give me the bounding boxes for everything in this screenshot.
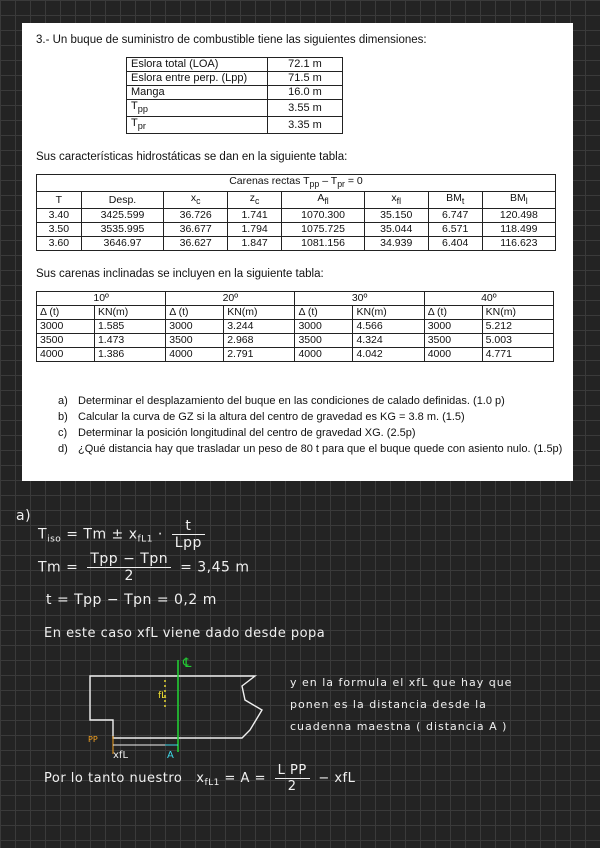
hydro-cell: 6.404 [428,237,482,251]
disp-header: Δ (t) [166,306,224,320]
hydro-header: $z_c$ [228,192,282,209]
question-letter: b) [58,411,68,423]
hydro-header: $x_c$ [164,192,228,209]
dimension-value: 3.35 m [268,117,343,134]
incl-row [37,348,554,362]
hydro-cell: 6.571 [428,223,482,237]
dimension-label: Manga [127,86,268,100]
hydro-header: $BM_t$ [428,192,482,209]
dimension-label: $T_{pp}$ [127,100,268,117]
note-xfl-popa: En este caso xfL viene dado desde popa [44,626,326,641]
hydro-cell: 120.498 [482,209,555,223]
hydro-cell: 1.794 [228,223,282,237]
incl-cell: 3500 [424,334,482,348]
hydro-cell: 3.60 [37,237,82,251]
question-item [58,393,562,409]
disp-header: Δ (t) [424,306,482,320]
question-text: ¿Qué distancia hay que trasladar un peso de 80 t para que el buque quede con asiento nulo. (1.5p) [78,443,563,455]
disp-header: Δ (t) [295,306,353,320]
hull-outline [90,676,262,738]
hydro-cell: 116.623 [482,237,555,251]
question-letter: a) [58,395,68,407]
hydro-cell: 3646.97 [81,237,164,251]
hydro-row [37,209,556,223]
question-item [58,409,562,425]
hydro-cell: 35.150 [364,209,428,223]
dimension-value: 16.0 m [268,86,343,100]
question-letter: c) [58,427,68,439]
hydro-cell: 1075.725 [282,223,365,237]
questions-list [58,393,562,457]
dimension-row [127,117,343,134]
disp-header: Δ (t) [37,306,95,320]
hydro-cell: 6.747 [428,209,482,223]
hydro-cell: 36.677 [164,223,228,237]
incl-cell: 4000 [295,348,353,362]
side-note-line-3: cuadenna maestna ( distancia A ) [290,720,508,733]
kn-header: KN(m) [94,306,165,320]
incl-cell: 4000 [37,348,95,362]
hydro-cell: 3.50 [37,223,82,237]
pp-label: PP [88,735,98,744]
dimension-value: 3.55 m [268,100,343,117]
hydro-cell: 3535.995 [81,223,164,237]
hydro-header: $x_{fl}$ [364,192,428,209]
kn-header: KN(m) [353,306,424,320]
kn-header: KN(m) [482,306,553,320]
incl-cell: 3000 [424,320,482,334]
incl-cell: 3000 [37,320,95,334]
centerline-symbol: ℄ [183,656,192,671]
problem-title: 3.- Un buque de suministro de combustible tiene las siguientes dimensiones: [36,34,427,46]
dimension-row [127,72,343,86]
incl-row [37,320,554,334]
dimension-value: 71.5 m [268,72,343,86]
incl-cell: 3000 [166,320,224,334]
incl-cell: 4.771 [482,348,553,362]
question-item [58,425,562,441]
angle-header: 10º [37,292,166,306]
dimension-value: 72.1 m [268,58,343,72]
incl-intro: Sus carenas inclinadas se incluyen en la siguiente tabla: [36,268,324,280]
incl-cell: 2.968 [224,334,295,348]
hydro-caption: Carenas rectas $T_{pp} - T_{pr} = 0$ [37,175,556,192]
question-text: Determinar el desplazamiento del buque en las condiciones de calado definidas. (1.0 p) [78,395,505,407]
hydro-cell: 35.044 [364,223,428,237]
hydro-cell: 36.726 [164,209,228,223]
hydro-cell: 36.627 [164,237,228,251]
final-equation: Por lo tanto nuestro $x_{fL1} = A$ = $\frac{\text{L PP}}{2}$ − xfL [44,763,356,794]
dimension-label: $T_{pr}$ [127,117,268,134]
hydro-row [37,237,556,251]
incl-cell: 1.386 [94,348,165,362]
dimension-label: Eslora entre perp. (Lpp) [127,72,268,86]
hull-diagram [80,650,280,762]
incl-cell: 4.042 [353,348,424,362]
angle-header: 30º [295,292,424,306]
angle-header: 20º [166,292,295,306]
incl-cell: 5.003 [482,334,553,348]
hydro-row [37,223,556,237]
incl-cell: 4000 [424,348,482,362]
incl-cell: 5.212 [482,320,553,334]
incl-cell: 1.585 [94,320,165,334]
hydro-header: Desp. [81,192,164,209]
equation-tiso: $T_{iso} = Tm \pm x_{fL1}$ · $\frac{t}{\text{Lpp}}$ [38,518,209,551]
problem-sheet [22,23,573,481]
hydro-header: $BM_l$ [482,192,555,209]
angle-header: 40º [424,292,553,306]
hydro-cell: 3425.599 [81,209,164,223]
hydro-header: T [37,192,82,209]
incl-row [37,334,554,348]
hydro-cell: 34.939 [364,237,428,251]
incl-cell: 3500 [295,334,353,348]
incl-cell: 2.791 [224,348,295,362]
incl-cell: 3000 [295,320,353,334]
fl-label: fL [158,691,167,701]
dimension-row [127,58,343,72]
question-letter: d) [58,443,68,455]
incl-cell: 1.473 [94,334,165,348]
incl-cell: 3500 [166,334,224,348]
incl-cell: 3500 [37,334,95,348]
hydro-intro: Sus características hidrostáticas se dan en la siguiente tabla: [36,151,348,163]
question-item [58,441,562,457]
incl-cell: 4000 [166,348,224,362]
question-text: Determinar la posición longitudinal del centro de gravedad XG. (2.5p) [78,427,416,439]
hydro-cell: 1.741 [228,209,282,223]
hydrostatics-table [36,174,556,251]
kn-header: KN(m) [224,306,295,320]
hydro-cell: 1.847 [228,237,282,251]
question-text: Calcular la curva de GZ si la altura del centro de gravedad es KG = 3.8 m. (1.5) [78,411,465,423]
dimension-row [127,100,343,117]
a-label: A [167,750,174,761]
equation-trim: t = Tpp − Tpn = 0,2 m [46,592,217,608]
equation-tm: Tm = $\frac{\text{Tpp − Tpn}}{2}$ = 3,45 m [38,551,250,584]
incl-cell: 3.244 [224,320,295,334]
hydro-cell: 3.40 [37,209,82,223]
dimensions-table [126,57,343,134]
dimension-row [127,86,343,100]
xfl-label: xfL [113,750,129,761]
dimension-label: Eslora total (LOA) [127,58,268,72]
side-note-line-2: ponen es la distancia desde la [290,698,487,711]
inclined-table [36,291,554,362]
incl-cell: 4.566 [353,320,424,334]
side-note-line-1: y en la formula el xfL que hay que [290,676,513,689]
hydro-header: $A_{fl}$ [282,192,365,209]
hydro-cell: 1070.300 [282,209,365,223]
hydro-cell: 1081.156 [282,237,365,251]
incl-cell: 4.324 [353,334,424,348]
part-label: a) [16,508,32,524]
hydro-cell: 118.499 [482,223,555,237]
